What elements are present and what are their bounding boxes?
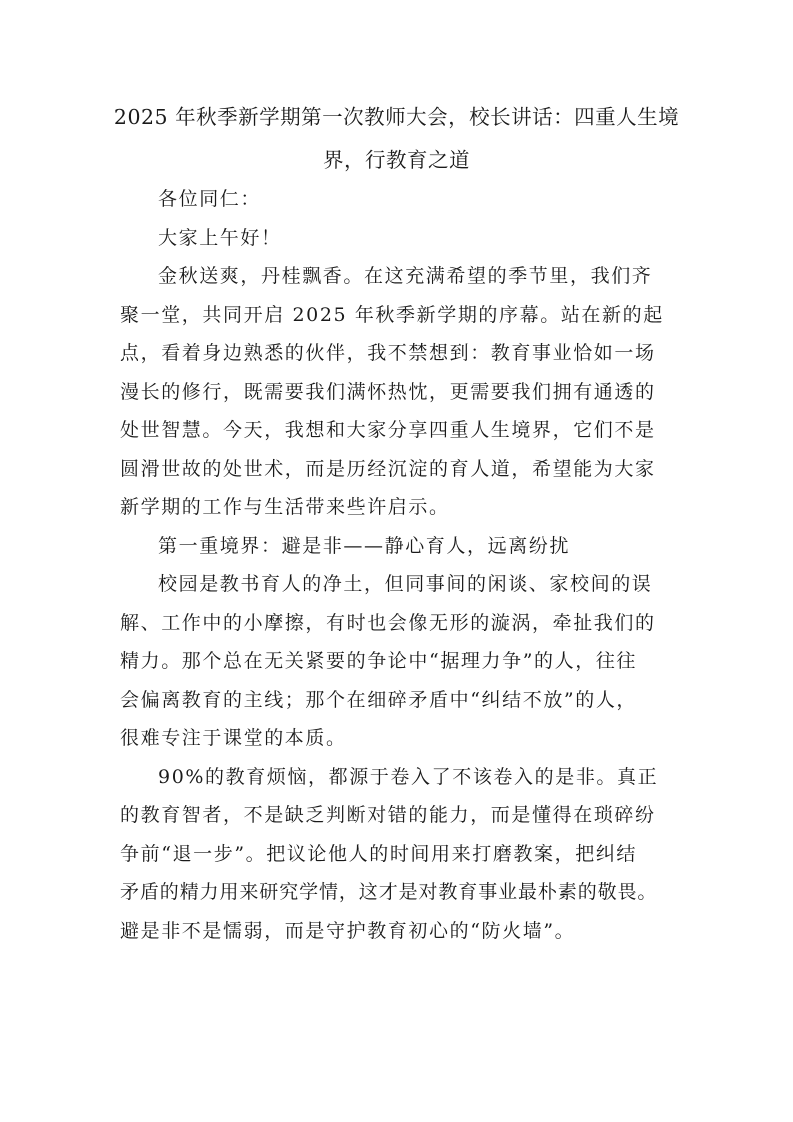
document-title: [100, 96, 693, 182]
greeting: 大家上午好！: [158, 226, 282, 249]
paragraph-line: 漫长的修行，既需要我们满怀热忱，更需要我们拥有通透的: [120, 380, 656, 403]
paragraph-worries: [120, 758, 680, 951]
section-heading-text: 第一重境界：避是非——静心育人，远离纷扰: [158, 534, 571, 557]
paragraph-campus: [120, 565, 680, 758]
paragraph-line: 的教育智者，不是缺乏判断对错的能力，而是懂得在琐碎纷: [120, 804, 656, 826]
document-body: [120, 180, 680, 950]
paragraph-line: 争前“退一步”。把议论他人的时间用来打磨教案，把纠结: [120, 842, 638, 865]
paragraph-line: 90%的教育烦恼，都源于卷入了不该卷入的是非。真正: [158, 765, 659, 788]
paragraph-line: 避是非不是懦弱，而是守护教育初心的“防火墙”。: [120, 919, 576, 942]
section-heading-1: [120, 527, 680, 566]
paragraph-line: 金秋送爽，丹桂飘香。在这充满希望的季节里，我们齐: [158, 265, 653, 287]
paragraph-line: 矛盾的精力用来研究学情，这才是对教育事业最朴素的敬畏。: [120, 881, 658, 903]
paragraph-line: 新学期的工作与生活带来些许启示。: [120, 496, 450, 518]
salutation: 各位同仁：: [158, 188, 262, 210]
paragraph-line: 圆滑世故的处世术，而是历经沉淀的育人道，希望能为大家: [120, 457, 656, 480]
paragraph-line: 很难专注于课堂的本质。: [120, 727, 347, 749]
greeting-paragraph: [120, 219, 680, 258]
paragraph-line: 解、工作中的小摩擦，有时也会像无形的漩涡，牵扯我们的: [120, 611, 656, 634]
salutation-paragraph: [120, 180, 680, 219]
title-line-1: 2025 年秋季新学期第一次教师大会，校长讲话：四重人生境: [113, 105, 680, 129]
paragraph-opening: [120, 257, 680, 527]
paragraph-line: 校园是教书育人的净土，但同事间的闲谈、家校间的误: [158, 573, 653, 595]
paragraph-line: 精力。那个总在无关紧要的争论中“据理力争”的人，往往: [120, 650, 638, 672]
title-line-2: 界，行教育之道: [323, 148, 470, 172]
paragraph-line: 会偏离教育的主线；那个在细碎矛盾中“纠结不放”的人，: [120, 688, 638, 711]
paragraph-line: 聚一堂，共同开启 2025 年秋季新学期的序幕。站在新的起: [120, 303, 664, 326]
paragraph-line: 处世智慧。今天，我想和大家分享四重人生境界，它们不是: [120, 419, 656, 441]
paragraph-line: 点，看着身边熟悉的伙伴，我不禁想到：教育事业恰如一场: [120, 342, 656, 364]
